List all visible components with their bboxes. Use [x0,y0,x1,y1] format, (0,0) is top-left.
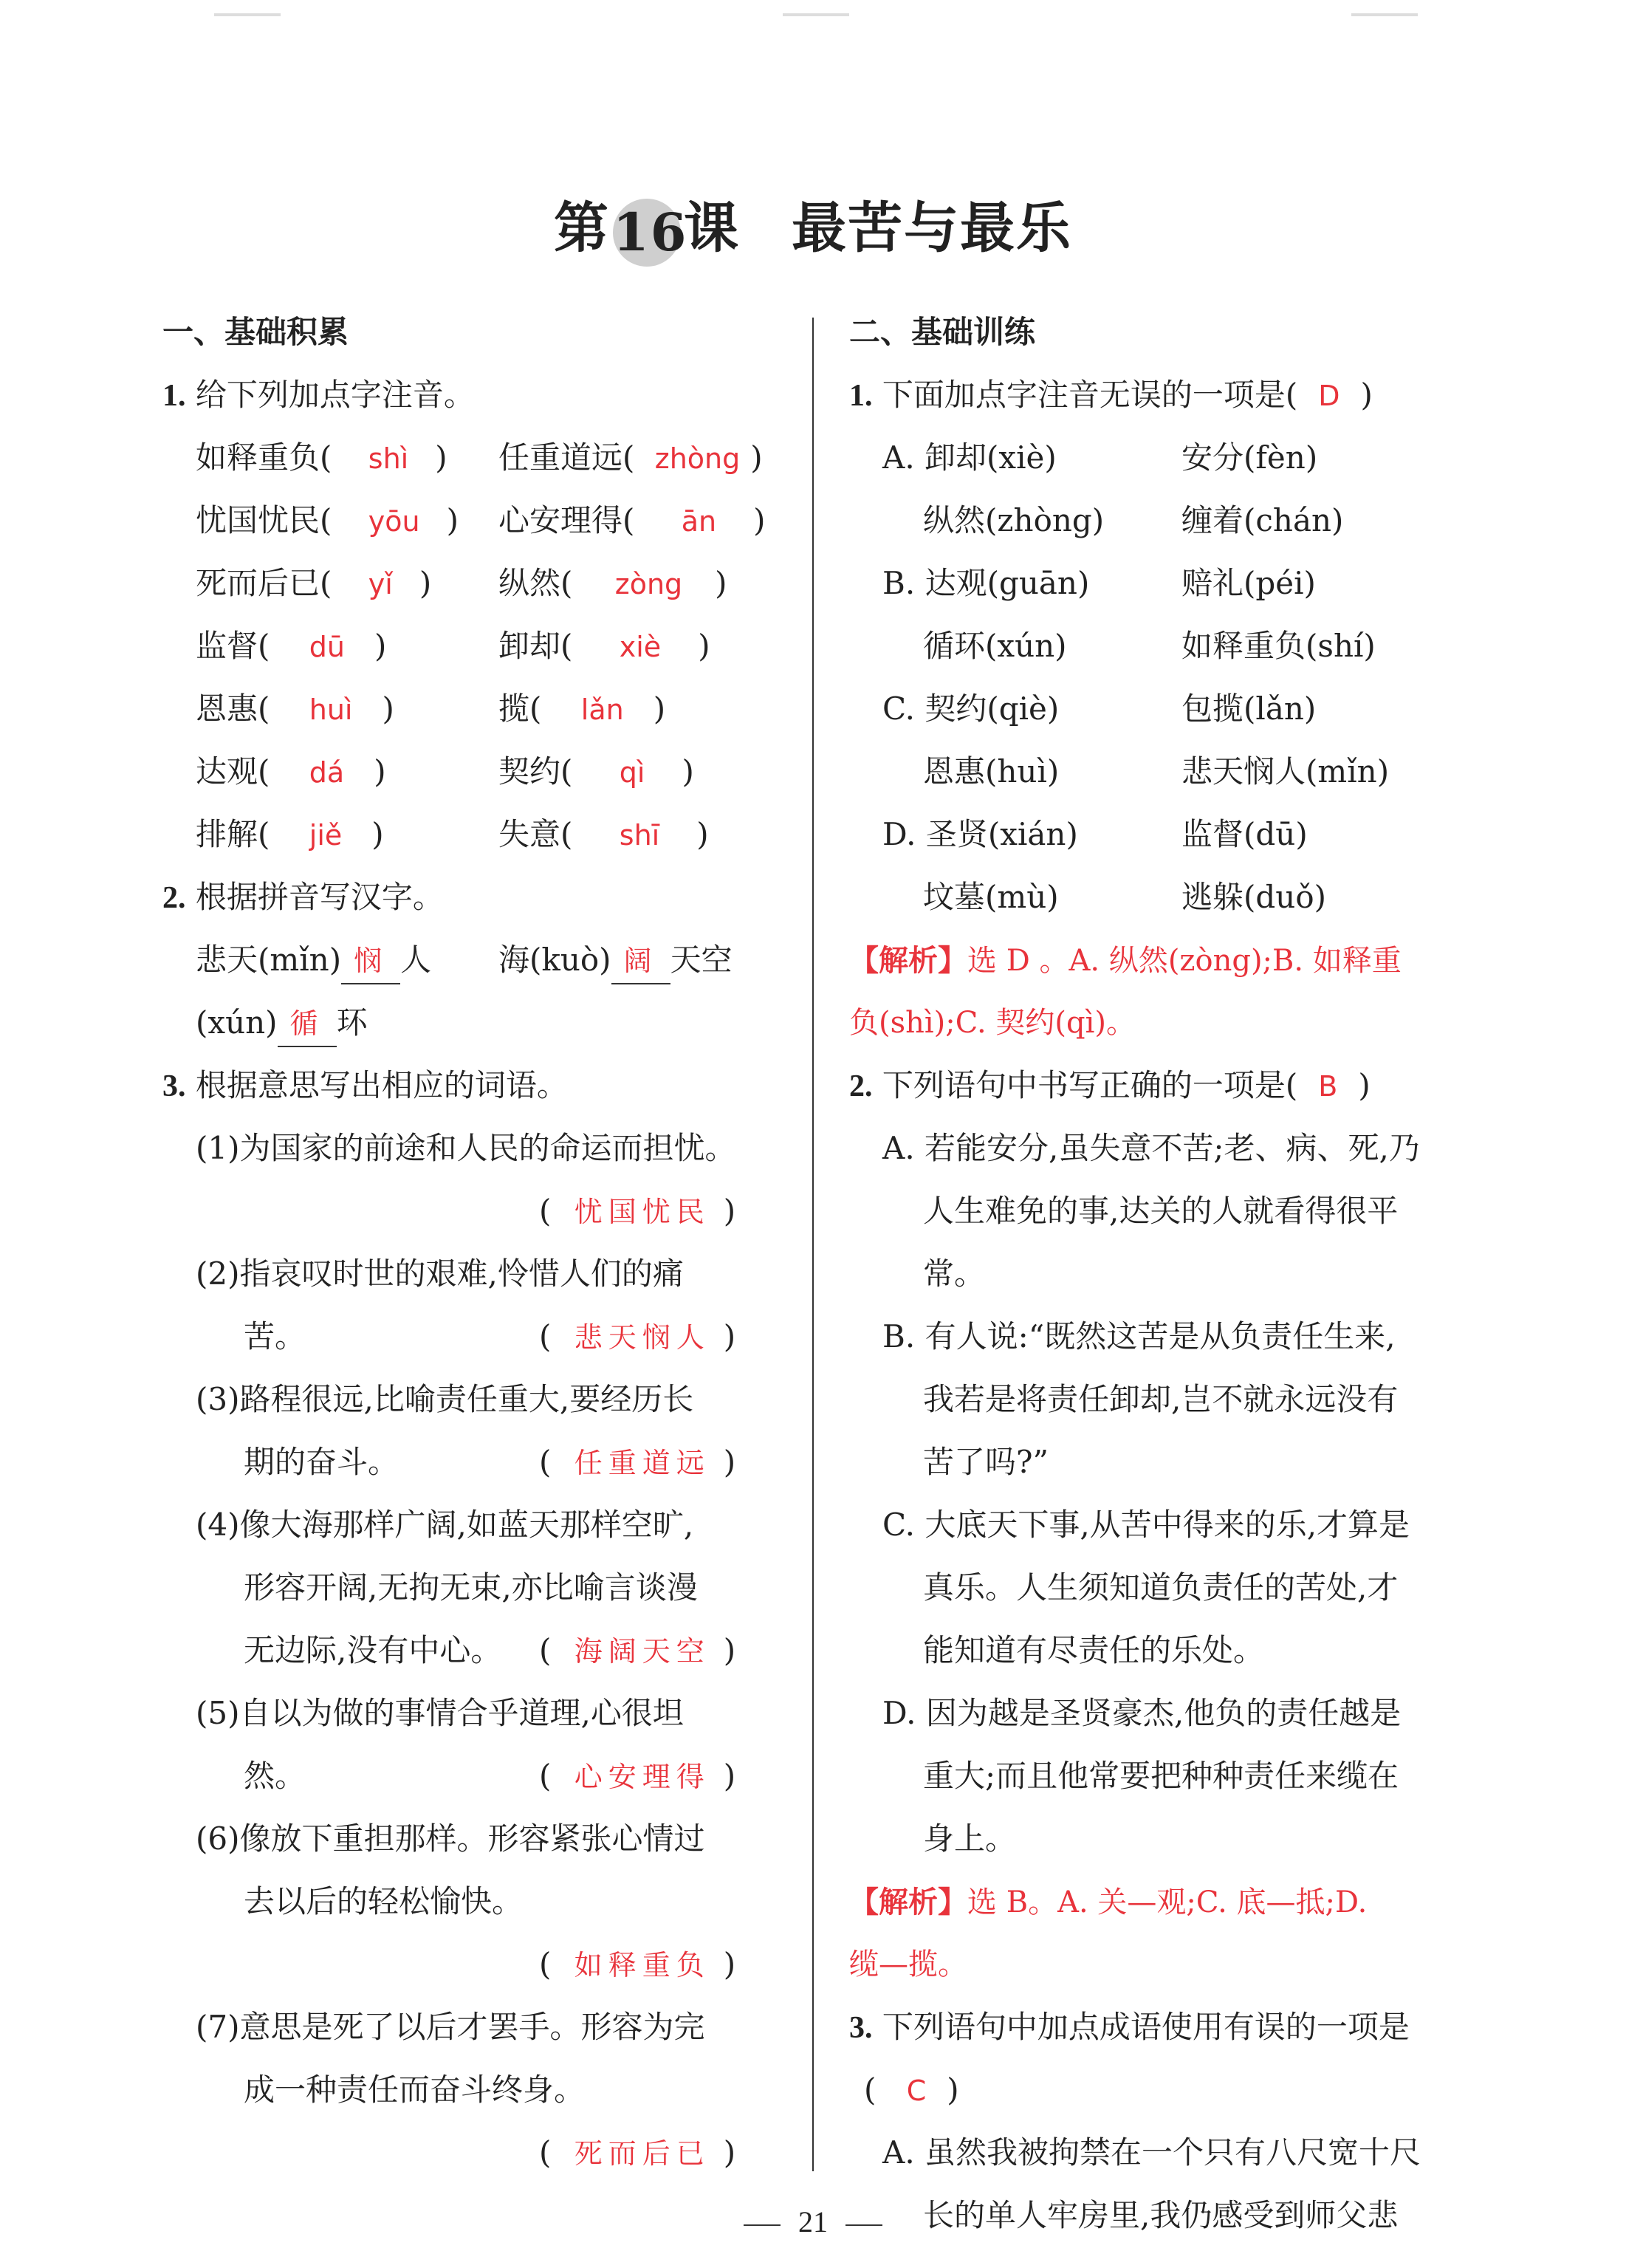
answer-paren: ( 任重道远 ) [539,1444,736,1480]
option-text: 恩惠(huì) [923,753,1060,789]
pinyin-item: 契约( qì ) [498,753,694,789]
option-text: C. 大底天下事,从苦中得来的乐,才算是 [882,1507,1410,1543]
page-title [0,185,1626,267]
pinyin-item: 恩惠( huì ) [196,691,394,727]
title-prefix: 第 [554,196,610,260]
option-text: 安分(fèn) [1181,439,1318,476]
fill-hanzi: (xún) 循 环 [196,1001,368,1047]
option-text: 监督(dū) [1181,816,1308,852]
answer-paren: ( 心安理得 ) [539,1758,736,1794]
option-text: 真乐。人生须知道负责任的苦处,才 [923,1569,1399,1606]
answer-paren: ( 如释重负 ) [539,1946,736,1982]
analysis: 负(shì);C. 契约(qì)。 [849,1006,1136,1040]
option-text: 缠着(chán) [1181,502,1344,538]
definition-text: 成一种责任而奋斗终身。 [244,2072,586,2108]
answer: jiě [309,819,343,852]
question-2: 2. 下列语句中书写正确的一项是( B ) [849,1067,1371,1103]
answer: yǐ [368,568,393,600]
question-2: 2. 根据拼音写汉字。 [162,879,444,915]
page-number: 21 [0,2204,1626,2239]
lesson-number-badge: 16 [613,199,681,267]
option-text: 坟墓(mù) [923,879,1059,915]
answer: lǎn [580,693,624,726]
pinyin-item: 任重道远( zhòng ) [498,439,763,476]
option-text: 身上。 [923,1820,1017,1857]
answer-blank: 阔 [611,939,670,984]
option-text: 重大;而且他常要把种种责任来缆在 [923,1758,1399,1794]
answer-paren: ( C ) [864,2072,959,2108]
answer: dá [309,756,345,789]
pinyin-item: 死而后已( yǐ ) [196,565,432,601]
definition-text: 期的奋斗。 [244,1444,399,1480]
pinyin-item: 失意( shī ) [498,816,709,852]
pinyin-item: 忧国忧民( yōu ) [196,502,459,538]
option-text: 苦了吗?” [923,1444,1049,1480]
answer-paren: ( 死而后已 ) [539,2134,736,2171]
option-text: 长的单人牢房里,我仍感受到师父悲 [923,2197,1399,2233]
pinyin-item: 揽( lǎn ) [498,691,666,727]
scan-mark [214,13,281,16]
pinyin-item: 达观( dá ) [196,753,386,789]
option-text: 循环(xún) [923,628,1067,664]
pinyin-item: 如释重负( shì ) [196,439,447,476]
option-text: 我若是将责任卸却,岂不就永远没有 [923,1381,1399,1417]
option-text: A. 卸却(xiè) [882,439,1057,476]
answer-paren: ( 悲天悯人 ) [539,1318,736,1354]
option-text: 纵然(zhòng) [923,502,1105,538]
answer: yōu [368,505,420,538]
answer-paren: ( 忧国忧民 ) [539,1193,736,1229]
answer-paren: ( 海阔天空 ) [539,1632,736,1668]
answer: zhòng [654,442,741,475]
scan-mark [1351,13,1418,16]
question-3: 3. 根据意思写出相应的词语。 [162,1067,568,1103]
question-number: 1. [162,379,186,413]
question-text: 给下列加点字注音。 [195,377,475,413]
answer: D [1318,380,1340,412]
option-text: 赔礼(péi) [1181,565,1316,601]
analysis: 【解析】选 D 。A. 纵然(zòng);B. 如释重 [849,943,1402,978]
answer: qì [619,756,645,789]
answer: dū [309,631,345,663]
answer: B [1318,1070,1338,1103]
answer-blank: 悯 [341,939,400,984]
option-text: D. 圣贤(xián) [882,816,1078,852]
option-text: A. 虽然我被拘禁在一个只有八尺宽十尺 [882,2134,1421,2171]
scan-mark [783,13,849,16]
definition-text: 然。 [244,1758,306,1794]
definition-text: 无边际,没有中心。 [244,1632,502,1668]
pinyin-item: 监督( dū ) [196,628,387,664]
lesson-name: 最苦与最乐 [792,196,1072,260]
title-suffix: 课 [684,196,740,260]
answer: shī [619,819,660,852]
definition-text: (6)像放下重担那样。形容紧张心情过 [196,1820,705,1857]
fill-hanzi: 悲天(mǐn) 悯 人 [196,938,431,984]
pinyin-item: 心安理得( ān ) [498,502,766,538]
pinyin-item: 卸却( xiè ) [498,628,710,664]
option-text: 人生难免的事,达关的人就看得很平 [923,1193,1399,1229]
option-text: D. 因为越是圣贤豪杰,他负的责任越是 [882,1695,1402,1731]
answer: shì [368,442,409,475]
option-text: 如释重负(shí) [1181,628,1376,664]
definition-text: (5)自以为做的事情合乎道理,心很坦 [196,1695,684,1731]
answer: zòng [614,568,683,600]
answer: xiè [619,631,662,663]
analysis: 【解析】选 B。A. 关—观;C. 底—抵;D. [849,1885,1368,1919]
answer-blank: 循 [278,1001,337,1047]
option-text: B. 有人说:“既然这苦是从负责任生来, [882,1318,1396,1354]
pinyin-item: 纵然( zòng ) [498,565,727,601]
definition-text: 形容开阔,无拘无束,亦比喻言谈漫 [244,1569,698,1606]
column-divider [812,318,814,2171]
answer: ān [681,505,717,538]
definition-text: (2)指哀叹时世的艰难,怜惜人们的痛 [196,1255,684,1292]
definition-text: (3)路程很远,比喻责任重大,要经历长 [196,1381,694,1417]
section-heading: 一、基础积累 [162,314,349,350]
definition-text: (1)为国家的前途和人民的命运而担忧。 [196,1130,736,1166]
question-3: 3. 下列语句中加点成语使用有误的一项是 [849,2009,1410,2045]
option-text: A. 若能安分,虽失意不苦;老、病、死,乃 [882,1130,1420,1166]
question-1 [162,373,475,418]
definition-text: (4)像大海那样广阔,如蓝天那样空旷, [196,1507,694,1543]
definition-text: 苦。 [244,1318,306,1354]
section-heading: 二、基础训练 [849,314,1036,350]
option-text: 常。 [923,1255,986,1292]
definition-text: (7)意思是死了以后才罢手。形容为完 [196,2009,705,2045]
option-text: 逃躲(duǒ) [1181,879,1326,915]
option-text: 悲天悯人(mǐn) [1181,753,1390,789]
pinyin-item: 排解( jiě ) [196,816,384,852]
definition-text: 去以后的轻松愉快。 [244,1883,524,1919]
question-1: 1. 下面加点字注音无误的一项是( D ) [849,377,1373,413]
analysis: 缆—揽。 [849,1947,967,1981]
option-text: 包揽(lǎn) [1181,691,1317,727]
option-text: 能知道有尽责任的乐处。 [923,1632,1265,1668]
answer: huì [309,693,353,726]
option-text: B. 达观(guān) [882,565,1090,601]
fill-hanzi: 海(kuò) 阔 天空 [498,938,733,984]
option-text: C. 契约(qiè) [882,691,1060,727]
